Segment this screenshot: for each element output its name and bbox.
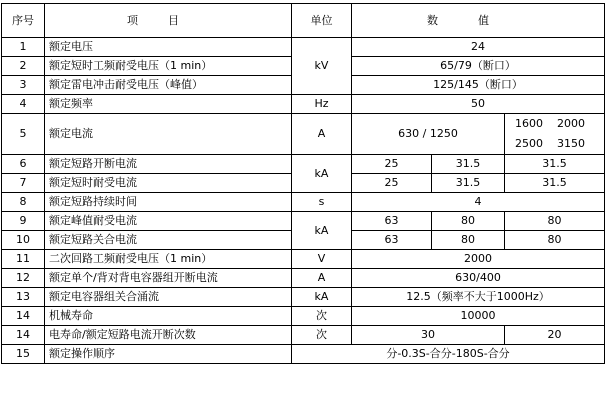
row-item: 额定频率	[45, 95, 292, 114]
current-ratings-line-1	[505, 114, 604, 134]
table-row	[2, 307, 605, 326]
row-seq: 11	[2, 250, 45, 269]
table-row	[2, 155, 605, 174]
row-item: 额定电压	[45, 38, 292, 57]
row-value-high	[505, 114, 605, 155]
row-value: 2000	[352, 250, 605, 269]
row-item: 机械寿命	[45, 307, 292, 326]
row-seq: 8	[2, 193, 45, 212]
row-item: 额定单个/背对背电容器组开断电流	[45, 269, 292, 288]
row-item: 额定短路开断电流	[45, 155, 292, 174]
row-seq: 15	[2, 345, 45, 364]
row-value-1: 30	[352, 326, 505, 345]
row-value-2: 31.5	[432, 174, 505, 193]
row-unit: Hz	[292, 95, 352, 114]
row-unit: A	[292, 114, 352, 155]
row-item: 额定电流	[45, 114, 292, 155]
row-value: 12.5（频率不大于1000Hz）	[352, 288, 605, 307]
row-unit: A	[292, 269, 352, 288]
row-value: 24	[352, 38, 605, 57]
row-value-2: 80	[432, 231, 505, 250]
row-value: 65/79（断口）	[352, 57, 605, 76]
table-row	[2, 38, 605, 57]
row-seq: 4	[2, 95, 45, 114]
row-unit: V	[292, 250, 352, 269]
rated-parameters-table	[1, 3, 605, 364]
header-unit: 单位	[292, 4, 352, 38]
row-value-2: 80	[432, 212, 505, 231]
row-item: 额定短路持续时间	[45, 193, 292, 212]
current-rating: 1600	[515, 117, 543, 130]
table-row	[2, 95, 605, 114]
row-item: 额定峰值耐受电流	[45, 212, 292, 231]
row-item: 二次回路工频耐受电压（1 min）	[45, 250, 292, 269]
row-value-2: 20	[505, 326, 605, 345]
row-value-1: 63	[352, 212, 432, 231]
table-header-row	[2, 4, 605, 38]
row-seq: 2	[2, 57, 45, 76]
current-rating: 2000	[557, 117, 585, 130]
row-value-3: 31.5	[505, 174, 605, 193]
row-item: 额定操作顺序	[45, 345, 292, 364]
row-item: 电寿命/额定短路电流开断次数	[45, 326, 292, 345]
table-row	[2, 212, 605, 231]
table-row	[2, 288, 605, 307]
row-seq: 14	[2, 307, 45, 326]
table-row	[2, 250, 605, 269]
header-value: 数值	[352, 4, 605, 38]
row-unit: kV	[292, 38, 352, 95]
row-unit: kA	[292, 288, 352, 307]
row-value-2: 31.5	[432, 155, 505, 174]
row-seq: 5	[2, 114, 45, 155]
current-ratings-line-2	[505, 134, 604, 154]
header-item: 项目	[45, 4, 292, 38]
row-unit: 次	[292, 307, 352, 326]
row-seq: 14	[2, 326, 45, 345]
row-seq: 7	[2, 174, 45, 193]
row-item: 额定电容器组关合涌流	[45, 288, 292, 307]
table-row	[2, 193, 605, 212]
row-value: 4	[352, 193, 605, 212]
row-value-3: 80	[505, 231, 605, 250]
row-value-1: 63	[352, 231, 432, 250]
row-value-3: 31.5	[505, 155, 605, 174]
header-seq: 序号	[2, 4, 45, 38]
row-item: 额定短时耐受电流	[45, 174, 292, 193]
row-value: 10000	[352, 307, 605, 326]
row-value: 125/145（断口）	[352, 76, 605, 95]
current-rating: 2500	[515, 137, 543, 150]
row-seq: 12	[2, 269, 45, 288]
row-item: 额定短路关合电流	[45, 231, 292, 250]
row-seq: 3	[2, 76, 45, 95]
row-unit: kA	[292, 155, 352, 193]
row-value-low: 630 / 1250	[352, 114, 505, 155]
row-value: 分-0.3S-合分-180S-合分	[292, 345, 605, 364]
table-row	[2, 345, 605, 364]
row-unit: 次	[292, 326, 352, 345]
row-seq: 6	[2, 155, 45, 174]
row-unit: kA	[292, 212, 352, 250]
row-value-1: 25	[352, 174, 432, 193]
row-unit: s	[292, 193, 352, 212]
row-value-3: 80	[505, 212, 605, 231]
table-row	[2, 114, 605, 155]
table-row	[2, 269, 605, 288]
row-seq: 1	[2, 38, 45, 57]
row-value: 630/400	[352, 269, 605, 288]
row-item: 额定短时工频耐受电压（1 min）	[45, 57, 292, 76]
row-seq: 10	[2, 231, 45, 250]
current-rating: 3150	[557, 137, 585, 150]
row-seq: 9	[2, 212, 45, 231]
row-value: 50	[352, 95, 605, 114]
row-value-1: 25	[352, 155, 432, 174]
row-item: 额定雷电冲击耐受电压（峰值）	[45, 76, 292, 95]
row-seq: 13	[2, 288, 45, 307]
table-row	[2, 326, 605, 345]
